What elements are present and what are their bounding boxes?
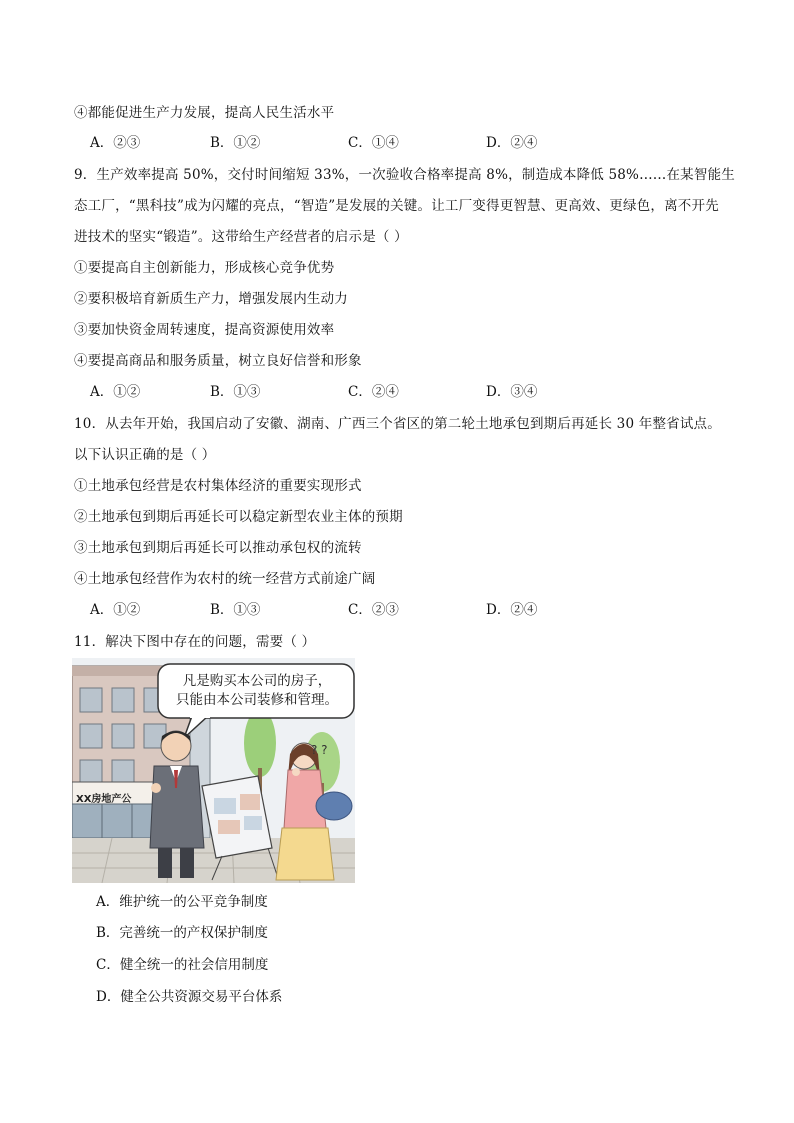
q10-stem-line-2: 以下认识正确的是（ ） — [74, 447, 216, 463]
q11-option-a: A．维护统一的公平竞争制度 — [96, 894, 268, 910]
question-marks: ? ? — [311, 743, 328, 757]
q10-statement-4: ④土地承包经营作为农村的统一经营方式前途广阔 — [74, 571, 376, 587]
q9-statement-2: ②要积极培育新质生产力，增强发展内生动力 — [74, 291, 348, 307]
q8-option-c: C．①④ — [348, 135, 399, 151]
q11-stem: 11．解决下图中存在的问题，需要（ ） — [74, 634, 316, 650]
q8-option-d: D．②④ — [486, 135, 538, 151]
q10-option-d: D．②④ — [486, 602, 538, 618]
q8-statement-4: ④都能促进生产力发展，提高人民生活水平 — [74, 105, 335, 121]
speech-bubble-text — [160, 672, 354, 710]
q10-option-b: B．①③ — [210, 602, 261, 618]
q9-stem-line-1: 9．生产效率提高 50%，交付时间缩短 33%，一次验收合格率提高 8%，制造成本降低 58%……在某智能生 — [74, 167, 735, 183]
q11-option-b: B．完善统一的产权保护制度 — [96, 925, 268, 941]
company-sign: XX房地产公 — [76, 794, 132, 805]
q8-option-a: A．②③ — [90, 135, 141, 151]
q10-option-a: A．①② — [90, 602, 141, 618]
speech-bubble-line-1: 凡是购买本公司的房子， — [182, 673, 332, 689]
q10-option-c: C．②③ — [348, 602, 399, 618]
q9-statement-4: ④要提高商品和服务质量，树立良好信誉和形象 — [74, 353, 362, 369]
q9-stem-line-3: 进技术的坚实“锻造”。这带给生产经营者的启示是（ ） — [74, 229, 408, 245]
q9-option-c: C．②④ — [348, 384, 399, 400]
q10-stem-line-1: 10．从去年开始，我国启动了安徽、湖南、广西三个省区的第二轮土地承包到期后再延长 30 年整省试点。 — [74, 416, 721, 432]
q9-stem-line-2: 态工厂，“黑科技”成为闪耀的亮点，“智造”是发展的关键。让工厂变得更智慧、更高效、更绿色，离不开先 — [74, 198, 719, 214]
q10-statement-2: ②土地承包到期后再延长可以稳定新型农业主体的预期 — [74, 509, 403, 525]
q10-statement-1: ①土地承包经营是农村集体经济的重要实现形式 — [74, 478, 362, 494]
q9-option-b: B．①③ — [210, 384, 261, 400]
q9-option-a: A．①② — [90, 384, 141, 400]
q9-statement-3: ③要加快资金周转速度，提高资源使用效率 — [74, 322, 335, 338]
q9-option-d: D．③④ — [486, 384, 538, 400]
q11-option-d: D．健全公共资源交易平台体系 — [96, 989, 283, 1005]
q10-statement-3: ③土地承包到期后再延长可以推动承包权的流转 — [74, 540, 362, 556]
speech-bubble-line-2: 只能由本公司装修和管理。 — [176, 692, 338, 708]
q11-option-c: C．健全统一的社会信用制度 — [96, 957, 269, 973]
q8-option-b: B．①② — [210, 135, 261, 151]
q9-statement-1: ①要提高自主创新能力，形成核心竞争优势 — [74, 260, 335, 276]
